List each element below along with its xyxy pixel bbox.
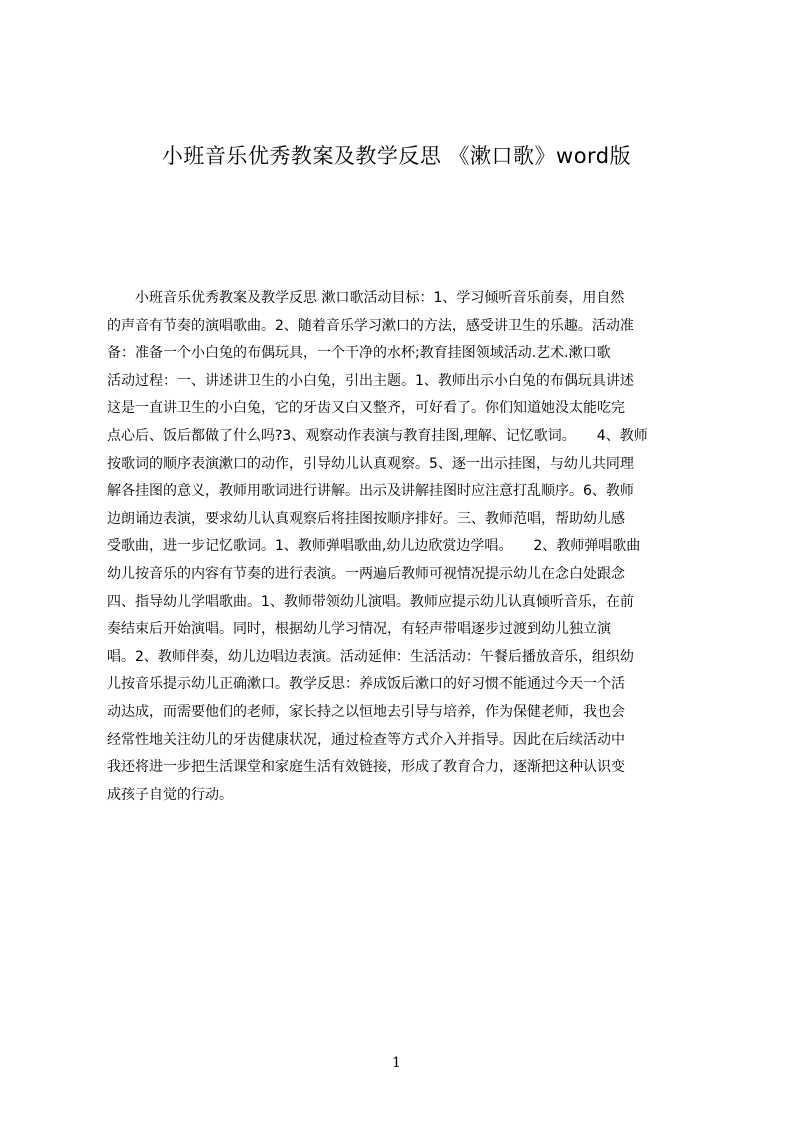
body-line: 解各挂图的意义，教师用歌词进行讲解。出示及讲解挂图时应注意打乱顺序。6、教师 bbox=[107, 483, 634, 500]
body-line: 备：准备一个小白兔的布偶玩具，一个干净的水杯;教育挂图领域活动.艺术.漱口歌 bbox=[107, 345, 611, 362]
body-line: 按歌词的顺序表演漱口的动作，引导幼儿认真观察。5、逐一出示挂图，与幼儿共同理 bbox=[107, 455, 634, 472]
body-line: 奏结束后开始演唱。同时，根据幼儿学习情况，有轻声带唱逐步过渡到幼儿独立演 bbox=[107, 621, 611, 638]
body-line: 点心后、饭后都做了什么吗?3、观察动作表演与教育挂图,理解、记忆歌词。 4、教师 bbox=[107, 427, 648, 444]
body-line: 唱。2、教师伴奏，幼儿边唱边表演。活动延伸：生活活动：午餐后播放音乐，组织幼 bbox=[107, 648, 634, 665]
body-line: 的声音有节奏的演唱歌曲。2、随着音乐学习漱口的方法，感受讲卫生的乐趣。活动准 bbox=[107, 317, 634, 334]
body-line: 四、指导幼儿学唱歌曲。1、教师带领幼儿演唱。教师应提示幼儿认真倾听音乐，在前 bbox=[107, 593, 634, 610]
body-line: 成孩子自觉的行动。 bbox=[107, 786, 233, 803]
body-line: 动达成，而需要他们的老师，家长持之以恒地去引导与培养，作为保健老师，我也会 bbox=[107, 703, 625, 720]
body-line: 受歌曲，进一步记忆歌词。1、教师弹唱歌曲,幼儿边欣赏边学唱。 2、教师弹唱歌曲 bbox=[107, 538, 641, 555]
document-title: 小班音乐优秀教案及教学反思 《漱口歌》word版 bbox=[161, 144, 632, 168]
body-line: 幼儿按音乐的内容有节奏的进行表演。一两遍后教师可视情况提示幼儿在念白处跟念 bbox=[107, 565, 625, 582]
body-line: 边朗诵边表演，要求幼儿认真观察后将挂图按顺序排好。三、教师范唱，帮助幼儿感 bbox=[107, 510, 625, 527]
body-line: 儿按音乐提示幼儿正确漱口。教学反思：养成饭后漱口的好习惯不能通过今天一个活 bbox=[107, 676, 625, 693]
body-line: 我还将进一步把生活课堂和家庭生活有效链接，形成了教育合力，逐渐把这种认识变 bbox=[107, 759, 625, 776]
body-line: 活动过程：一、讲述讲卫生的小白兔，引出主题。1、教师出示小白兔的布偶玩具讲述 bbox=[107, 372, 634, 389]
body-line: 小班音乐优秀教案及教学反思 漱口歌活动目标：1、学习倾听音乐前奏，用自然 bbox=[135, 290, 625, 306]
document-body bbox=[107, 285, 703, 809]
body-line: 经常性地关注幼儿的牙齿健康状况，通过检查等方式介入并指导。因此在后续活动中 bbox=[107, 731, 625, 748]
page-number: 1 bbox=[392, 1055, 401, 1071]
body-line: 这是一直讲卫生的小白兔，它的牙齿又白又整齐，可好看了。你们知道她没太能吃完 bbox=[107, 400, 625, 417]
